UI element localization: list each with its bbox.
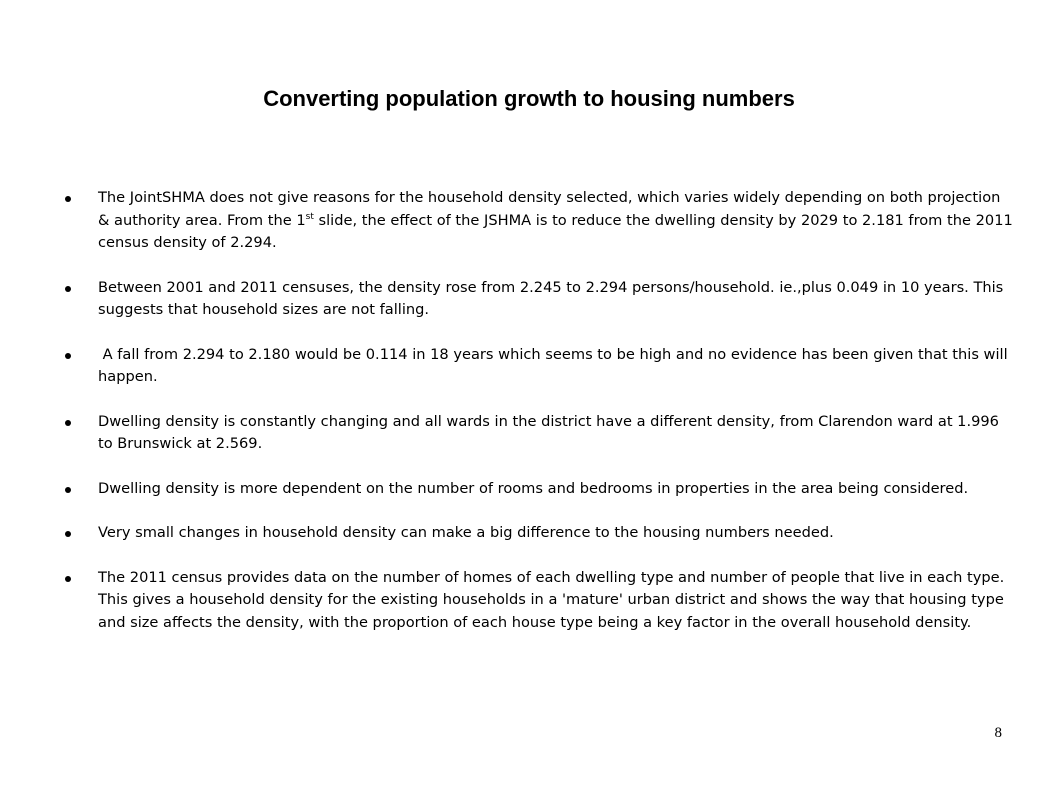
bullet-text: Between 2001 and 2011 censuses, the density rose from 2.245 to 2.294 persons/household. ie.,plus 0.049 in 10 years. This suggests that household sizes are not falling. — [98, 278, 1004, 318]
bullet-dot-icon — [65, 286, 71, 292]
bullet-dot-icon — [65, 353, 71, 359]
ordinal-superscript: st — [305, 211, 314, 222]
bullet-text: Dwelling density is more dependent on the number of rooms and bedrooms in properties in the area being considered. — [98, 479, 969, 497]
bullet-text-part: slide, the effect of the JSHMA is to reduce the dwelling density by 2029 to 2.181 from the 2011 census density of 2.294. — [98, 211, 1013, 251]
bullet-text — [98, 189, 1013, 251]
bullet-item — [64, 522, 1014, 545]
bullet-item — [64, 411, 1014, 456]
bullet-dot-icon — [65, 576, 71, 582]
bullet-item — [64, 187, 1014, 255]
bullet-text: Dwelling density is constantly changing and all wards in the district have a different density, from Clarendon ward at 1.996 to Brunswick at 2.569. — [98, 412, 999, 452]
bullet-list — [64, 187, 1014, 656]
slide-title: Converting population growth to housing numbers — [263, 86, 795, 111]
bullet-text: The 2011 census provides data on the number of homes of each dwelling type and number of people that live in each type. This gives a household density for the existing households in a 'mature' urban district and shows the way that housing type and size affects the density, with the proportion of each house type being a key factor in the overall household density. — [98, 568, 1005, 631]
bullet-dot-icon — [65, 196, 71, 202]
bullet-text-part: The JointSHMA does not give reasons for the household density selected, which varies widely depending on both projection & authority area. From the 1 — [98, 189, 1001, 229]
bullet-text: A fall from 2.294 to 2.180 would be 0.114 in 18 years which seems to be high and no evidence has been given that this will happen. — [98, 345, 1013, 385]
bullet-dot-icon — [65, 487, 71, 493]
bullet-item — [64, 277, 1014, 322]
page-number: 8 — [994, 725, 1002, 741]
bullet-item — [64, 344, 1014, 389]
bullet-text: Very small changes in household density can make a big difference to the housing numbers needed. — [98, 524, 834, 541]
bullet-item — [64, 567, 1014, 635]
bullet-dot-icon — [65, 420, 71, 426]
bullet-dot-icon — [65, 531, 71, 537]
bullet-item — [64, 478, 1014, 501]
